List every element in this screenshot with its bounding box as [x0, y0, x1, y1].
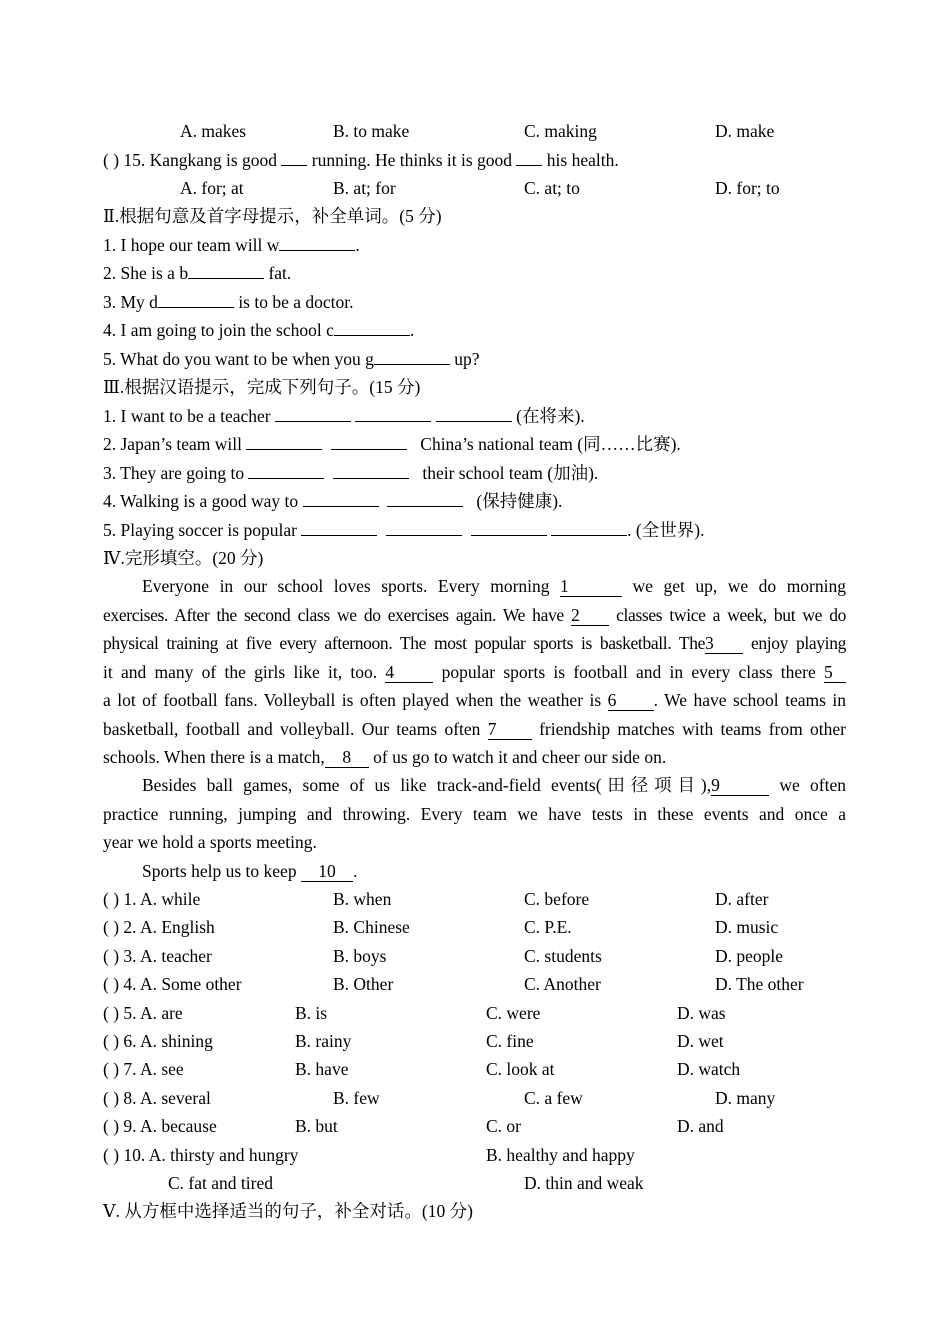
s2-item-1: 1. I hope our team will w . — [103, 235, 360, 255]
s3-item-4: 4. Walking is a good way to (保持健康). — [103, 491, 563, 511]
q15-option-d: D. for; to — [715, 178, 780, 198]
passage3-line-1: Sports help us to keep 10 . — [142, 861, 358, 881]
q15-option-a: A. for; at — [180, 178, 244, 198]
s2-item-5: 5. What do you want to be when you g up? — [103, 349, 480, 369]
cloze-blank-8: 8 — [325, 748, 369, 768]
s2-item-2: 2. She is a b fat. — [103, 263, 292, 283]
passage-line-3: physical training at five every afternoon. The most popular sports is basketball. The3 enjoy playing — [103, 633, 846, 653]
q14-option-c: C. making — [524, 121, 597, 141]
passage-line-5: a lot of football fans. Volleyball is often played when the weather is 6 . We have school teams in — [103, 690, 846, 710]
section5-title: Ⅴ. 从方框中选择适当的句子，补全对话。(10 分) — [103, 1201, 473, 1221]
s3-item-2: 2. Japan’s team will China’s national team (同……比赛). — [103, 434, 681, 454]
s3-item-5: 5. Playing soccer is popular . (全世界). — [103, 520, 705, 540]
section3-title: Ⅲ.根据汉语提示，完成下列句子。(15 分) — [103, 377, 421, 397]
q15-blank-1 — [281, 148, 307, 166]
cloze-blank-9: 9 — [711, 776, 769, 796]
passage-line-7: schools. When there is a match, 8 of us go to watch it and cheer our side on. — [103, 747, 667, 767]
q14-option-d: D. make — [715, 121, 775, 141]
cloze-blank-4: 4 — [385, 663, 433, 683]
section2-title: Ⅱ.根据句意及首字母提示，补全单词。(5 分) — [103, 206, 442, 226]
cloze-blank-6: 6 — [608, 691, 654, 711]
q14-option-b: B. to make — [333, 121, 410, 141]
s3-item-3: 3. They are going to their school team (加油). — [103, 463, 599, 483]
passage-line-2: exercises. After the second class we do exercises again. We have 2 classes twice a week, but we do — [103, 605, 846, 625]
cloze-blank-10: 10 — [301, 862, 353, 882]
s2-item-3: 3. My d is to be a doctor. — [103, 292, 354, 312]
passage2-line-2: practice running, jumping and throwing. Every team we have tests in these events and once a — [103, 804, 846, 824]
cloze-blank-7: 7 — [488, 720, 532, 740]
q15-question: ( ) 15. Kangkang is good running. He thinks it is good his health. — [103, 150, 619, 170]
q15-option-b: B. at; for — [333, 178, 396, 198]
passage2-line-3: year we hold a sports meeting. — [103, 832, 317, 852]
passage-line-1: Everyone in our school loves sports. Every morning 1 we get up, we do morning — [142, 576, 846, 596]
passage-line-6: basketball, football and volleyball. Our teams often 7 friendship matches with teams from other — [103, 719, 847, 739]
section4-title: Ⅳ.完形填空。(20 分) — [103, 548, 264, 568]
q14-option-a: A. makes — [180, 121, 247, 141]
passage-line-4: it and many of the girls like it, too. 4 popular sports is football and in every class there 5 — [103, 659, 846, 685]
passage2-line-1: Besides ball games, some of us like track-and-field events(田径项目),9 we often — [142, 775, 846, 795]
cloze-blank-1: 1 — [560, 577, 622, 597]
cloze-blank-2: 2 — [571, 606, 609, 626]
cloze-blank-3: 3 — [705, 634, 743, 654]
cloze-blank-5: 5 — [824, 663, 846, 683]
exam-page: A. makes B. to make C. making D. make ( ) 15. Kangkang is good running. He thinks it is good his health. A. for; at B. at; for C. at; to D. for; to Ⅱ.根据句意及首字母提示，补全单词。(5 分) 1. I hope our team will w . 2. She is a b fat. 3. My d is to be a doctor. 4. I am going to join the school c . 5. What do you want to be when you g up? Ⅲ.根据汉语提示，完成下列句子。(15 分) 1. I want to be a teacher (在将来). 2. Japan’s team will China’s national team (同……比赛). 3. They are going to their school team (加油). 4. Walking is a good way to (保持健康). 5. Playing soccer is popular . (全世界). Ⅳ.完形填空。(20 分) Everyone in our school loves sports. Every morning 1 we get up, we do morning exercises. After the second class we do exercises again. We have 2 classes twice a week, but we do physical training at five every afternoon. The most popular sports is basketball. The3 enjoy playing it and many of the girls like it, too. 4 popular sports is football and in every class there 5 a lot of football fans. Volleyball is often played when the weather is 6 . We have school teams in basketball, football and volleyball. Our teams often 7 friendship matches with teams from other schools. When there is a match, 8 of us go to watch it and cheer our side on. Besides ball games, some of us like track-and-field events(田径项目),9 we often practice running, jumping and throwing. Every team we have tests in these events and once a year we hold a sports meeting. Sports help us to keep 10 . ( ) 1. A. while B. when C. before D. after ( ) 2. A. English B. Chinese C. P.E. D. music ( ) 3. A. teacher B. boys C. students D. people ( ) 4. A. Some other B. Other C. Another D. The other ( ) 5. A. are B. is C. were D. was ( ) 6. A. shining B. rainy C. fine D. wet ( ) 7. A. see B. have C. look at D. watch ( ) 8. A. several B. few C. a few D. many ( ) 9. A. because B. but C. or D. and ( ) 10. A. thirsty and hungry B. healthy and happy C. fat and tired D. thin and weak Ⅴ. 从方框中选择适当的句子，补全对话。(10 分) — [0, 0, 950, 1342]
q15-option-c: C. at; to — [524, 178, 580, 198]
s2-item-4: 4. I am going to join the school c . — [103, 320, 415, 340]
q15-blank-2 — [516, 148, 542, 166]
s3-item-1: 1. I want to be a teacher (在将来). — [103, 406, 585, 426]
